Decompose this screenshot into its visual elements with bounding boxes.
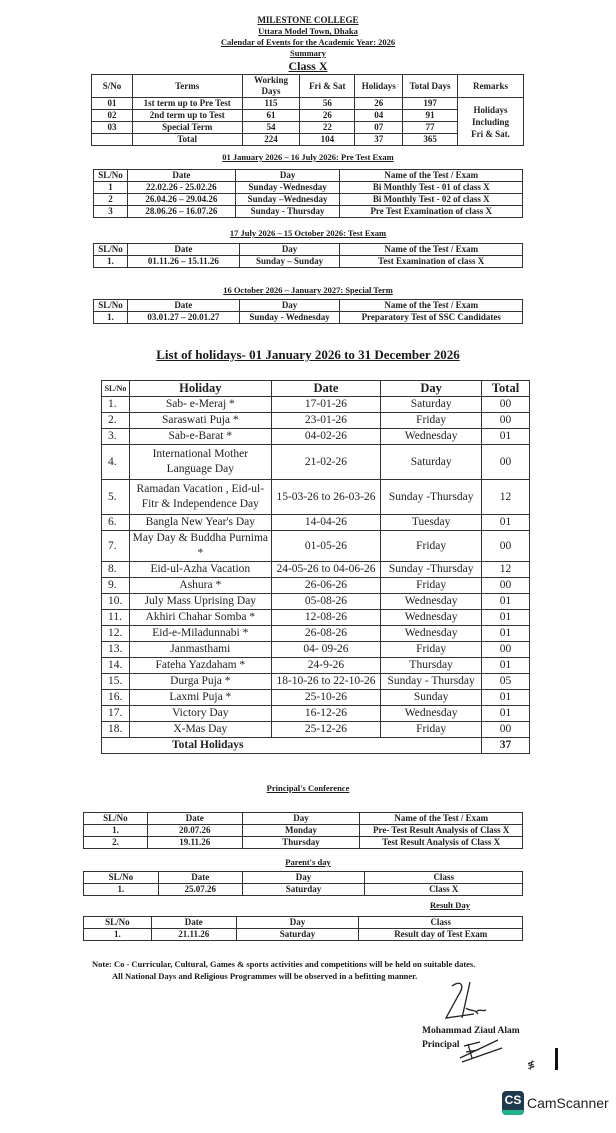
col-slno: SL/No: [84, 872, 159, 884]
cell-total: 01: [482, 429, 530, 445]
cell-total: 01: [482, 706, 530, 722]
cell-day: Tuesday: [381, 515, 482, 531]
pretest-table: [93, 169, 523, 218]
col-day: Day: [235, 170, 340, 182]
cell-holiday: Sab-e-Barat *: [129, 429, 271, 445]
note-line-1: Co - Curricular, Cultural, Games & sports activities and competitions will be held on suitable dates.: [113, 959, 476, 969]
table-row: [102, 397, 530, 413]
cell-sl: 1.: [102, 397, 130, 413]
cell-date: 24-05-26 to 04-06-26: [271, 562, 381, 578]
cell-date: 25-10-26: [271, 690, 381, 706]
cell-holiday: Sab- e-Meraj *: [129, 397, 271, 413]
cell-date: 18-10-26 to 22-10-26: [271, 674, 381, 690]
cell-name: Test Result Analysis of Class X: [360, 837, 523, 849]
col-name: Name of the Test / Exam: [340, 300, 523, 312]
table-row: [94, 182, 523, 194]
table-row: [102, 658, 530, 674]
college-location: Uttara Model Town, Dhaka: [258, 26, 358, 36]
table-row: [94, 206, 523, 218]
table-header-row: [94, 170, 523, 182]
cell-sl: 1.: [94, 312, 128, 324]
signatory-name: Mohammad Ziaul Alam: [422, 1026, 520, 1036]
cell-day: Saturday: [381, 445, 482, 480]
cell-day: Sunday - Wednesday: [239, 312, 340, 324]
small-mark-icon: ≸: [527, 1060, 536, 1071]
cell-total: 365: [403, 134, 458, 146]
col-holiday: Holiday: [129, 381, 271, 397]
cell-total: 12: [482, 562, 530, 578]
initials-image: [458, 1036, 504, 1064]
cell-holiday: Victory Day: [129, 706, 271, 722]
signature-image: [440, 978, 500, 1024]
special-table: [93, 299, 523, 324]
table-row: [102, 610, 530, 626]
cell-total: 00: [482, 413, 530, 429]
col-name: Name of the Test / Exam: [340, 244, 523, 256]
cell-holiday: Eid-e-Miladunnabi *: [129, 626, 271, 642]
col-total-days: Total Days: [403, 75, 458, 98]
note-label: Note:: [92, 959, 112, 969]
col-working-days: Working Days: [242, 75, 300, 98]
cell-day: Sunday: [381, 690, 482, 706]
table-row: [102, 578, 530, 594]
cell-holidays: 07: [355, 122, 403, 134]
cell-date: 12-08-26: [271, 610, 381, 626]
cell-date: 20.07.26: [147, 825, 242, 837]
cell-day: Friday: [381, 413, 482, 429]
cell-name: Test Examination of class X: [340, 256, 523, 268]
cell-date: 22.02.26 - 25.02.26: [127, 182, 235, 194]
cell-date: 16-12-26: [271, 706, 381, 722]
class-label: Class X: [288, 59, 328, 73]
cell-day: Wednesday: [381, 594, 482, 610]
cell-class: Result day of Test Exam: [359, 929, 523, 941]
cell-term: 2nd term up to Test: [132, 110, 242, 122]
cell-date: 26-06-26: [271, 578, 381, 594]
cell-term: Special Term: [132, 122, 242, 134]
holidays-title: List of holidays- 01 January 2026 to 31 December 2026: [156, 347, 460, 362]
holidays-total-row: [102, 738, 530, 754]
cell-total: 01: [482, 690, 530, 706]
col-date: Date: [271, 381, 381, 397]
table-row: [102, 531, 530, 562]
cell-sl: 2.: [84, 837, 148, 849]
result-day-table: [83, 916, 523, 941]
cell-sl: 14.: [102, 658, 130, 674]
table-row: [84, 884, 523, 896]
table-row: [94, 194, 523, 206]
cell-sl: 16.: [102, 690, 130, 706]
cell-holiday: Bangla New Year's Day: [129, 515, 271, 531]
summary-header-row: [92, 75, 524, 98]
cell-total: 77: [403, 122, 458, 134]
col-slno: SL/No: [84, 813, 148, 825]
table-header-row: [94, 300, 523, 312]
cell-sno: 03: [92, 122, 133, 134]
col-slno: SL/No: [102, 381, 130, 397]
cell-date: 28.06.26 – 16.07.26: [127, 206, 235, 218]
cell-day: Sunday -Thursday: [381, 562, 482, 578]
cell-sl: 3.: [102, 429, 130, 445]
cell-sl: 1.: [84, 825, 148, 837]
cell-day: Friday: [381, 722, 482, 738]
cell-sl: 12.: [102, 626, 130, 642]
cell-working: 54: [242, 122, 300, 134]
cell-sl: 9.: [102, 578, 130, 594]
cell-day: Wednesday: [381, 626, 482, 642]
cell-holiday: May Day & Buddha Purnima *: [129, 531, 271, 562]
col-class: Class: [365, 872, 523, 884]
cell-term: 1st term up to Pre Test: [132, 98, 242, 110]
col-day: Day: [239, 244, 340, 256]
cell-day: Friday: [381, 531, 482, 562]
cell-sl: 5.: [102, 480, 130, 515]
cell-date: 23-01-26: [271, 413, 381, 429]
table-header-row: [84, 813, 523, 825]
cell-total: 00: [482, 445, 530, 480]
cell-sl: 7.: [102, 531, 130, 562]
cell-name: Bi Monthly Test - 01 of class X: [340, 182, 523, 194]
col-day: Day: [242, 813, 360, 825]
cell-holiday: X-Mas Day: [129, 722, 271, 738]
cell-date: 25.07.26: [158, 884, 242, 896]
col-date: Date: [147, 813, 242, 825]
cell-total: 12: [482, 480, 530, 515]
cell-day: Friday: [381, 578, 482, 594]
cell-day: Sunday -Thursday: [381, 480, 482, 515]
cell-total: 01: [482, 610, 530, 626]
cell-name: Preparatory Test of SSC Candidates: [340, 312, 523, 324]
cell-day: Thursday: [242, 837, 360, 849]
cell-class: Class X: [365, 884, 523, 896]
cell-total: 91: [403, 110, 458, 122]
col-total: Total: [482, 381, 530, 397]
cell-sl: 17.: [102, 706, 130, 722]
parents-day-title: Parent's day: [285, 857, 331, 867]
result-day-title: Result Day: [430, 900, 470, 910]
col-sno: S/No: [92, 75, 133, 98]
cell-day: Sunday – Sunday: [239, 256, 340, 268]
cell-holiday: July Mass Uprising Day: [129, 594, 271, 610]
cell-day: Sunday -Wednesday: [235, 182, 340, 194]
cell-sl: 10.: [102, 594, 130, 610]
cell-holidays: 37: [355, 134, 403, 146]
cell-day: Sunday - Thursday: [381, 674, 482, 690]
table-row: [102, 674, 530, 690]
cell-day: Monday: [242, 825, 360, 837]
cell-total-label: Total: [132, 134, 242, 146]
table-row: [102, 626, 530, 642]
table-row: [84, 837, 523, 849]
col-holidays: Holidays: [355, 75, 403, 98]
col-name: Name of the Test / Exam: [360, 813, 523, 825]
col-day: Day: [239, 300, 340, 312]
cell-date: 01-05-26: [271, 531, 381, 562]
camscanner-logo-bar: [502, 1110, 524, 1115]
table-header-row: [94, 244, 523, 256]
cell-total: 01: [482, 658, 530, 674]
table-header-row: [84, 917, 523, 929]
cell-date: 04- 09-26: [271, 642, 381, 658]
cell-sl: 8.: [102, 562, 130, 578]
summary-table: [91, 74, 524, 146]
cell-holiday: Eid-ul-Azha Vacation: [129, 562, 271, 578]
cell-day: Wednesday: [381, 706, 482, 722]
cell-day: Saturday: [236, 929, 359, 941]
cell-sl: 18.: [102, 722, 130, 738]
cell-holiday: Janmasthami: [129, 642, 271, 658]
note-block: [92, 958, 475, 982]
table-header-row: [84, 872, 523, 884]
table-row: [94, 312, 523, 324]
cell-date: 21-02-26: [271, 445, 381, 480]
col-date: Date: [151, 917, 236, 929]
cell-date: 21.11.26: [151, 929, 236, 941]
cell-day: Friday: [381, 642, 482, 658]
cell-holiday: Akhiri Chahar Somba *: [129, 610, 271, 626]
cell-date: 01.11.26 – 15.11.26: [127, 256, 239, 268]
table-row: [84, 929, 523, 941]
cell-day: Wednesday: [381, 610, 482, 626]
cell-total: 00: [482, 397, 530, 413]
page-edge-mark: [555, 1048, 558, 1070]
cell-day: Wednesday: [381, 429, 482, 445]
cell-sl: 3: [94, 206, 128, 218]
table-row: [94, 256, 523, 268]
cell-date: 26.04.26 – 29.04.26: [127, 194, 235, 206]
cell-holiday: Ramadan Vacation , Eid-ul-Fitr & Independence Day: [129, 480, 271, 515]
col-remarks: Remarks: [458, 75, 524, 98]
calendar-title: Calendar of Events for the Academic Year: 2026: [220, 37, 396, 47]
cell-sno: 02: [92, 110, 133, 122]
table-row: [102, 515, 530, 531]
cell-total: 01: [482, 515, 530, 531]
cell-total: 00: [482, 642, 530, 658]
col-name: Name of the Test / Exam: [340, 170, 523, 182]
cell-holiday: Fateha Yazdaham *: [129, 658, 271, 674]
cell-name: Bi Monthly Test - 02 of class X: [340, 194, 523, 206]
col-date: Date: [127, 170, 235, 182]
cell-day: Saturday: [381, 397, 482, 413]
cell-working: 115: [242, 98, 300, 110]
cell-total: 05: [482, 674, 530, 690]
pretest-title: 01 January 2026 – 16 July 2026: Pre Test Exam: [222, 152, 394, 162]
total-holidays-value: 37: [482, 738, 530, 754]
cell-sl: 1: [94, 182, 128, 194]
cell-holidays: 26: [355, 98, 403, 110]
cell-total: 00: [482, 578, 530, 594]
cell-date: 15-03-26 to 26-03-26: [271, 480, 381, 515]
cell-holiday: International Mother Language Day: [129, 445, 271, 480]
col-day: Day: [242, 872, 365, 884]
table-header-row: [102, 381, 530, 397]
cell-date: 24-9-26: [271, 658, 381, 674]
cell-remarks: Holidays Including Fri & Sat.: [458, 98, 524, 146]
cell-working: 224: [242, 134, 300, 146]
cell-sl: 11.: [102, 610, 130, 626]
cell-day: Sunday –Wednesday: [235, 194, 340, 206]
cell-date: 14-04-26: [271, 515, 381, 531]
cell-total: 00: [482, 531, 530, 562]
cell-frisat: 56: [300, 98, 355, 110]
cell-holidays: 04: [355, 110, 403, 122]
cell-sl: 15.: [102, 674, 130, 690]
col-slno: SL/No: [94, 244, 128, 256]
col-terms: Terms: [132, 75, 242, 98]
table-row: [102, 642, 530, 658]
test-title: 17 July 2026 – 15 October 2026: Test Exam: [229, 228, 387, 238]
cell-day: Saturday: [242, 884, 365, 896]
cell-day: Sunday - Thursday: [235, 206, 340, 218]
camscanner-logo-icon: [502, 1091, 524, 1115]
cell-sl: 4.: [102, 445, 130, 480]
cell-name: Pre Test Examination of class X: [340, 206, 523, 218]
cell-day: Thursday: [381, 658, 482, 674]
col-fri-sat: Fri & Sat: [300, 75, 355, 98]
table-row: [102, 722, 530, 738]
cell-total: 01: [482, 626, 530, 642]
cell-total: 197: [403, 98, 458, 110]
cell-holiday: Laxmi Puja *: [129, 690, 271, 706]
signatory-title: Principal: [422, 1040, 460, 1050]
table-row: [102, 413, 530, 429]
cell-sl: 13.: [102, 642, 130, 658]
cell-sl: 2.: [102, 413, 130, 429]
cell-sl: 1.: [84, 929, 152, 941]
table-row: [102, 445, 530, 480]
college-name: MILESTONE COLLEGE: [257, 15, 359, 25]
col-slno: SL/No: [94, 170, 128, 182]
col-day: Day: [381, 381, 482, 397]
col-date: Date: [158, 872, 242, 884]
cell-sl: 1.: [84, 884, 159, 896]
cell-total: 01: [482, 594, 530, 610]
col-day: Day: [236, 917, 359, 929]
col-slno: SL/No: [84, 917, 152, 929]
cell-date: 19.11.26: [147, 837, 242, 849]
table-row: [102, 480, 530, 515]
cell-sl: 2: [94, 194, 128, 206]
table-row: [102, 429, 530, 445]
conference-table: [83, 812, 523, 849]
summary-label: Summary: [290, 48, 326, 58]
col-date: Date: [127, 300, 239, 312]
cell-holiday: Saraswati Puja *: [129, 413, 271, 429]
col-date: Date: [127, 244, 239, 256]
table-row: [84, 825, 523, 837]
cell-sno: 01: [92, 98, 133, 110]
cell-empty: [92, 134, 133, 146]
parents-day-table: [83, 871, 523, 896]
conference-title: Principal's Conference: [266, 783, 350, 793]
cell-frisat: 26: [300, 110, 355, 122]
cell-holiday: Durga Puja *: [129, 674, 271, 690]
cell-date: 04-02-26: [271, 429, 381, 445]
cell-date: 03.01.27 – 20.01.27: [127, 312, 239, 324]
cell-date: 17-01-26: [271, 397, 381, 413]
cell-sl: 6.: [102, 515, 130, 531]
col-class: Class: [359, 917, 523, 929]
cell-working: 61: [242, 110, 300, 122]
holidays-table: [101, 380, 530, 754]
test-table: [93, 243, 523, 268]
camscanner-name: CamScanner: [527, 1095, 609, 1111]
table-row: [92, 98, 524, 110]
note-line-2: All National Days and Religious Programmes will be observed in a befitting manner.: [112, 971, 418, 981]
cell-date: 25-12-26: [271, 722, 381, 738]
cell-frisat: 104: [300, 134, 355, 146]
cell-name: Pre- Test Result Analysis of Class X: [360, 825, 523, 837]
table-row: [102, 706, 530, 722]
cell-date: 05-08-26: [271, 594, 381, 610]
cell-sl: 1.: [94, 256, 128, 268]
total-holidays-label: Total Holidays: [102, 738, 482, 754]
camscanner-logo-text: CS: [504, 1093, 522, 1107]
cell-date: 26-08-26: [271, 626, 381, 642]
cell-holiday: Ashura *: [129, 578, 271, 594]
table-row: [102, 594, 530, 610]
col-slno: SL/No: [94, 300, 128, 312]
cell-total: 00: [482, 722, 530, 738]
special-title: 16 October 2026 – January 2027: Special Term: [223, 285, 393, 295]
table-row: [102, 562, 530, 578]
table-row: [102, 690, 530, 706]
cell-frisat: 22: [300, 122, 355, 134]
